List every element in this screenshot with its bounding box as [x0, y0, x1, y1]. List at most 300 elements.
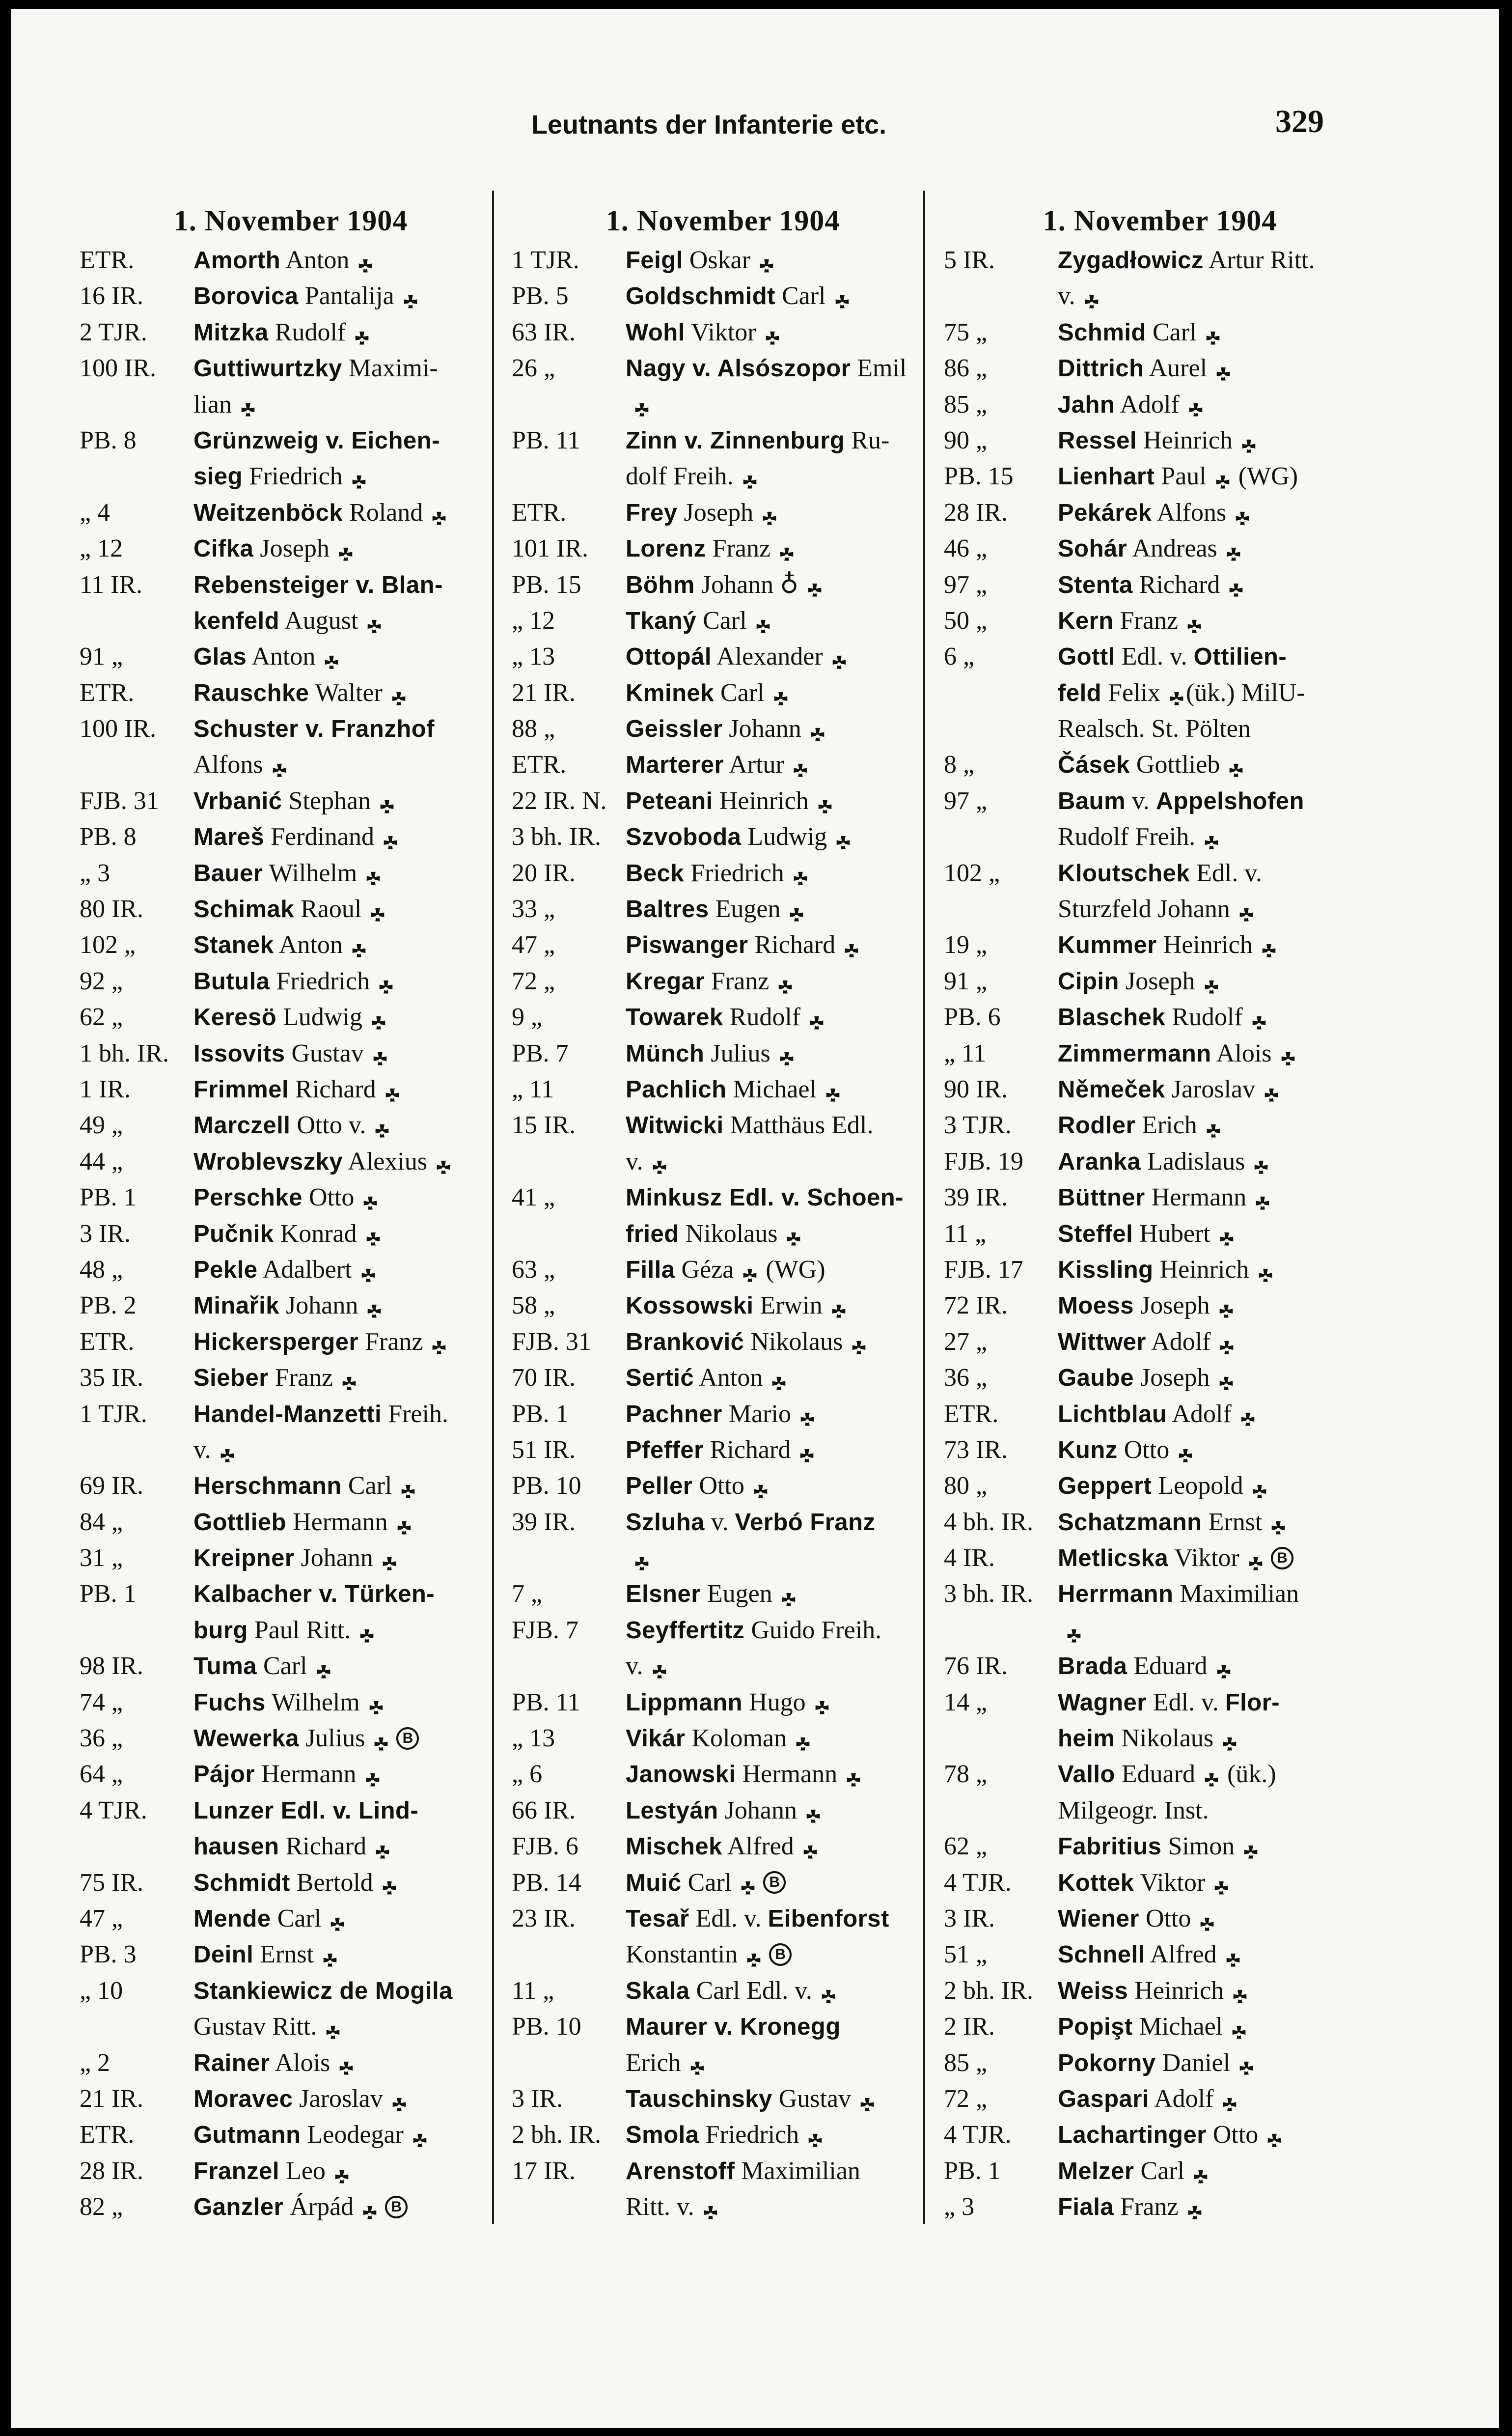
unit-designation: PB. 15 [944, 462, 1014, 491]
entry-line [512, 1396, 934, 1432]
entry-line [80, 1901, 502, 1936]
given-name: Johann [294, 1544, 373, 1572]
cross-icon [688, 2053, 707, 2072]
surname: Pekárek [1058, 499, 1152, 526]
unit-designation: 75 IR. [80, 1868, 143, 1897]
unit-designation: PB. 2 [80, 1291, 137, 1320]
given-name: Franz [706, 534, 771, 563]
list-entry [80, 891, 502, 927]
surname: Vrbanić [193, 787, 282, 814]
cross-icon [1220, 1729, 1239, 1748]
given-name: Ludwig [276, 1003, 362, 1032]
entry-line [512, 1576, 934, 1612]
list-entry [512, 855, 934, 891]
entry-line [944, 2045, 1376, 2081]
list-entry [944, 1540, 1376, 1576]
unit-designation: 9 „ [512, 1003, 543, 1032]
given-name: Eugen [700, 1580, 772, 1608]
given-name: Wilhelm [265, 1688, 360, 1716]
list-entry [512, 1252, 934, 1288]
surname: Kern [1058, 607, 1114, 634]
unit-designation: 74 „ [80, 1688, 123, 1716]
entry-text [626, 639, 849, 675]
cross-icon [770, 1369, 788, 1387]
cross-icon [763, 323, 782, 342]
entry-text [193, 1828, 392, 1865]
circled-b-icon: B [1271, 1547, 1293, 1569]
cross-icon [1237, 2053, 1256, 2072]
surname: Elsner [626, 1581, 701, 1608]
entry-line [80, 927, 502, 963]
list-entry [512, 2009, 934, 2081]
entry-text [1058, 1540, 1293, 1576]
entry-text [1058, 1504, 1288, 1540]
entry-text [1058, 1576, 1299, 1612]
list-entry [512, 819, 934, 855]
unit-designation: 15 IR. [512, 1111, 576, 1140]
surname-predicate: Flor- [1225, 1689, 1280, 1716]
entry-text [193, 1865, 399, 1901]
given-name: Anton [694, 1364, 763, 1392]
entry-text [193, 1756, 382, 1792]
entry-text [1058, 495, 1252, 531]
cross-icon [369, 1008, 388, 1027]
entry-text [193, 495, 448, 531]
entry-line [80, 819, 502, 855]
unit-designation: 1 bh. IR. [80, 1039, 169, 1067]
unit-designation: 73 IR. [944, 1435, 1008, 1464]
entry-text [193, 927, 368, 963]
entry-text [193, 2081, 409, 2117]
cross-icon [776, 972, 795, 991]
surname: Smola [626, 2122, 699, 2149]
entry-line [512, 1612, 934, 1648]
entry-line [512, 855, 934, 891]
given-name: Richard [703, 1435, 791, 1464]
cross-icon [1082, 287, 1101, 306]
entry-text [1058, 927, 1278, 963]
entry-text [1058, 639, 1287, 675]
entry-line [80, 2189, 502, 2225]
entry-line [944, 639, 1376, 674]
cross-icon [430, 504, 448, 522]
list-entry [512, 1901, 934, 1973]
unit-designation: 41 „ [512, 1183, 555, 1212]
entry-text [193, 387, 257, 422]
cross-icon [794, 1729, 812, 1748]
surname: Szluha [626, 1509, 705, 1536]
entry-text [626, 1936, 792, 1972]
list-entry [80, 2153, 502, 2189]
unit-designation: 91 „ [944, 967, 988, 995]
entry-line [944, 747, 1376, 783]
given-name: Stephan [282, 786, 371, 815]
surname: Zygadłowicz [1058, 247, 1204, 274]
unit-designation: 85 „ [944, 2048, 988, 2077]
cross-icon [1227, 575, 1245, 594]
list-entry [80, 531, 502, 566]
cross-icon [777, 539, 796, 558]
entry-text [1058, 531, 1243, 567]
given-name: Emil [851, 354, 907, 383]
entry-line [512, 1756, 934, 1792]
entry-line [80, 242, 502, 278]
cross-icon [364, 1224, 383, 1243]
list-entry [80, 1973, 502, 2045]
entry-text [626, 891, 806, 927]
surname: Schimak [193, 896, 295, 923]
list-entry [80, 711, 502, 783]
cross-icon [1202, 828, 1221, 846]
entry-line [944, 2081, 1376, 2117]
list-entry [944, 1648, 1376, 1684]
column-heading: 1. November 1904 [1043, 204, 1277, 237]
cross-icon [395, 1513, 413, 1532]
entry-line [944, 2153, 1376, 2189]
list-entry [944, 927, 1376, 963]
unit-designation: „ 12 [512, 606, 555, 635]
cross-icon [1185, 2198, 1204, 2216]
entry-line [944, 1828, 1376, 1864]
given-name: Paul Ritt. [247, 1616, 351, 1644]
entry-line [512, 675, 934, 711]
entry-line [944, 963, 1376, 999]
list-entry [512, 314, 934, 350]
entry-line [80, 1396, 502, 1432]
cross-icon [1214, 359, 1233, 378]
unit-designation: 51 „ [944, 1940, 988, 1969]
cross-icon [650, 1152, 669, 1171]
list-entry [80, 1179, 502, 1215]
entry-line [944, 1720, 1376, 1756]
surname: Minařik [193, 1292, 280, 1319]
cross-icon [1220, 2090, 1239, 2108]
surname: Kummer [1058, 932, 1157, 959]
given-name: Ludwig [741, 823, 827, 851]
entry-text [193, 1324, 448, 1360]
unit-designation: 84 „ [80, 1508, 123, 1536]
cross-icon [1279, 1044, 1297, 1063]
entry-line [944, 1288, 1376, 1323]
given-name: v. [193, 1435, 211, 1464]
cross-icon [819, 1982, 838, 2000]
given-name: Leopold [1152, 1472, 1243, 1500]
surname: Ganzler [193, 2194, 284, 2221]
list-entry [944, 1288, 1376, 1323]
given-name: Erich [626, 2048, 681, 2077]
entry-line [80, 711, 502, 747]
cross-icon [1237, 900, 1256, 919]
list-entry [512, 531, 934, 566]
given-name: Nikolaus [1115, 1724, 1214, 1753]
entry-text [626, 855, 810, 892]
entry-line [80, 1288, 502, 1323]
given-name: Walter [309, 678, 383, 707]
entry-text [1058, 422, 1258, 459]
list-entry [944, 639, 1376, 747]
cross-icon [1202, 972, 1221, 991]
list-entry [512, 1828, 934, 1864]
entry-line [944, 675, 1376, 711]
unit-designation: 3 bh. IR. [512, 823, 601, 851]
list-entry [80, 278, 502, 314]
list-entry [80, 1324, 502, 1360]
surname: Grünzweig v. Eichen- [193, 427, 440, 454]
list-entry [944, 1504, 1376, 1540]
entry-text [626, 1865, 786, 1901]
entry-text [1058, 350, 1233, 387]
cross-icon [332, 2162, 351, 2181]
list-entry [80, 927, 502, 963]
cross-icon [779, 1585, 798, 1603]
surname: Fabritius [1058, 1833, 1162, 1860]
surname: Gottlieb [193, 1509, 287, 1536]
entry-text [1058, 567, 1245, 603]
entry-line [512, 1720, 934, 1756]
given-name: Daniel [1155, 2048, 1231, 2077]
entry-line [80, 495, 502, 531]
cross-icon [1233, 504, 1252, 522]
list-entry [512, 422, 934, 495]
unit-designation: 82 „ [80, 2193, 123, 2221]
given-name: lian [193, 390, 232, 419]
entry-line [944, 2117, 1376, 2153]
given-name: Adalbert [257, 1255, 352, 1284]
list-entry [80, 1396, 502, 1468]
entry-text [1058, 1179, 1272, 1216]
unit-designation: 100 IR. [80, 354, 156, 383]
entry-line [512, 1144, 934, 1179]
unit-designation: 11 „ [944, 1219, 987, 1248]
list-entry [512, 639, 934, 674]
cross-icon [363, 1765, 382, 1784]
unit-designation: 88 „ [512, 715, 555, 743]
unit-designation: 47 „ [512, 931, 555, 959]
surname: Beck [626, 860, 685, 887]
unit-designation: PB. 3 [80, 1940, 137, 1969]
unit-designation: 102 „ [80, 931, 136, 959]
entry-line [944, 1901, 1376, 1936]
entry-text [193, 603, 384, 639]
surname: Schatzmann [1058, 1509, 1202, 1536]
given-name: Nikolaus [679, 1219, 778, 1248]
entry-line [512, 1504, 934, 1540]
surname: Perschke [193, 1184, 302, 1211]
unit-designation: 97 „ [944, 570, 988, 599]
surname: Stanek [193, 932, 274, 959]
cross-icon [350, 467, 368, 486]
cross-icon [1167, 684, 1186, 702]
entry-line [512, 1865, 934, 1901]
entry-text [193, 1252, 378, 1288]
entry-line [944, 1504, 1376, 1540]
entry-list [512, 242, 934, 2225]
entry-line [80, 2009, 502, 2044]
entry-line [512, 1468, 934, 1504]
entry-text [193, 2189, 408, 2225]
cross-icon [1224, 539, 1243, 558]
surname: Muić [626, 1869, 682, 1896]
given-name: Jaroslav [1165, 1075, 1256, 1103]
given-name: Carl [775, 282, 826, 310]
surname: Moess [1058, 1292, 1134, 1319]
unit-designation: FJB. 6 [512, 1832, 578, 1861]
unit-designation: 72 IR. [944, 1291, 1008, 1320]
entry-line [80, 350, 502, 386]
entry-line [512, 278, 934, 314]
unit-designation: „ 4 [80, 498, 110, 527]
entry-line [512, 1684, 934, 1720]
given-name: Joseph [1133, 1364, 1210, 1392]
surname-predicate: Verbó Franz [735, 1509, 876, 1536]
list-entry [512, 711, 934, 747]
given-name: Hermann [736, 1760, 838, 1789]
surname: Hickersperger [193, 1328, 359, 1355]
entry-line [512, 314, 934, 350]
unit-designation: FJB. 17 [944, 1255, 1023, 1284]
surname: Gutmann [193, 2122, 301, 2149]
given-name: Hubert [1133, 1219, 1210, 1248]
given-name: Ladislaus [1141, 1147, 1245, 1176]
cross-icon [389, 684, 408, 702]
cross-icon [801, 1837, 820, 1856]
list-entry [944, 1107, 1376, 1143]
cross-icon [314, 1657, 333, 1676]
entry-line [944, 458, 1376, 494]
unit-designation: 2 bh. IR. [512, 2121, 601, 2149]
given-name: Michael [1132, 2013, 1223, 2041]
unit-designation: 7 „ [512, 1580, 543, 1608]
surname: Pfeffer [626, 1436, 704, 1463]
cross-icon [1265, 2126, 1284, 2144]
entry-line [512, 1036, 934, 1071]
entry-line [80, 2153, 502, 2189]
given-name: Ferdinand [264, 823, 374, 851]
list-entry [944, 422, 1376, 458]
given-name: Sturzfeld Johann [1058, 895, 1230, 924]
entry-text [193, 1179, 380, 1216]
entry-line [512, 2117, 934, 2153]
entry-text [1058, 1648, 1233, 1684]
unit-designation: 20 IR. [512, 859, 576, 887]
list-entry [512, 1324, 934, 1360]
cross-icon [353, 323, 371, 342]
surname: Kalbacher v. Türken- [193, 1581, 435, 1608]
entry-text [626, 1071, 842, 1108]
entry-text [626, 603, 772, 639]
unit-designation: 62 „ [944, 1832, 988, 1861]
surname: Branković [626, 1328, 744, 1355]
entry-text [193, 2153, 351, 2189]
unit-designation: FJB. 31 [80, 786, 159, 815]
surname: Handel-Manzetti [193, 1400, 382, 1428]
entry-text [1058, 1324, 1236, 1360]
given-name: Richard [289, 1075, 376, 1103]
unit-designation: ETR. [80, 1327, 135, 1356]
entry-text [1058, 963, 1221, 1000]
given-name: Koloman [685, 1724, 787, 1753]
surname: Baltres [626, 896, 709, 923]
cross-icon [368, 900, 387, 919]
entry-text [626, 1252, 825, 1288]
given-name: Gottlieb [1129, 751, 1220, 779]
cross-icon [1204, 323, 1222, 342]
unit-designation: 8 „ [944, 751, 975, 779]
cross-icon [813, 1693, 831, 1711]
unit-designation: „ 13 [512, 643, 555, 671]
entry-line [80, 1720, 502, 1756]
entry-text [193, 1936, 339, 1973]
entry-text [1058, 1612, 1083, 1648]
cross-icon [754, 612, 772, 630]
cross-icon [365, 612, 384, 630]
entry-text [626, 422, 889, 459]
unit-designation: 72 „ [944, 2084, 988, 2113]
document-page [11, 9, 1499, 2428]
list-entry [944, 458, 1376, 494]
entry-text [193, 1396, 448, 1432]
surname: Stenta [1058, 571, 1133, 598]
cross-icon [1238, 1404, 1257, 1423]
entry-text [193, 567, 443, 603]
unit-designation: 2 IR. [944, 2013, 995, 2041]
entry-line [512, 567, 934, 603]
entry-line [512, 531, 934, 566]
entry-text [193, 999, 388, 1036]
entry-text [626, 963, 795, 1000]
unit-designation: 101 IR. [512, 534, 588, 563]
given-name: Carl [271, 1904, 322, 1932]
entry-text [1058, 2081, 1239, 2117]
unit-designation: PB. 10 [512, 2013, 581, 2041]
entry-text [193, 1288, 384, 1324]
unit-designation: PB. 5 [512, 282, 569, 310]
entry-text [1058, 2117, 1284, 2153]
unit-designation: PB. 15 [512, 570, 581, 599]
entry-line [80, 891, 502, 927]
entry-text [626, 1792, 823, 1829]
entry-text [626, 1612, 881, 1649]
entry-text [193, 783, 396, 819]
given-name: Gustav Ritt. [193, 2013, 317, 2041]
cross-icon [1191, 2162, 1210, 2181]
given-name: Viktor [1134, 1868, 1206, 1897]
list-entry [944, 350, 1376, 386]
entry-line [944, 1576, 1376, 1612]
entry-line [944, 891, 1376, 927]
cross-icon [804, 1801, 823, 1820]
entry-line [80, 1324, 502, 1360]
surname: Metlicska [1058, 1545, 1169, 1572]
given-name: Leo [279, 2156, 326, 2185]
given-name: Guido Freih. [744, 1616, 882, 1644]
given-name: Géza [675, 1255, 734, 1284]
unit-designation: PB. 1 [512, 1400, 569, 1428]
entry-text [626, 783, 834, 819]
unit-designation: 86 „ [944, 354, 988, 383]
entry-line [944, 1179, 1376, 1215]
entry-text [193, 314, 371, 351]
cross-icon [824, 1080, 842, 1099]
unit-designation: 78 „ [944, 1760, 988, 1789]
list-entry [80, 783, 502, 819]
surname: Amorth [193, 247, 281, 274]
surname: Peller [626, 1473, 693, 1500]
entry-text [1058, 1396, 1257, 1432]
unit-designation: PB. 6 [944, 1003, 1001, 1032]
entry-line [512, 1360, 934, 1396]
surname: Towarek [626, 1004, 723, 1031]
